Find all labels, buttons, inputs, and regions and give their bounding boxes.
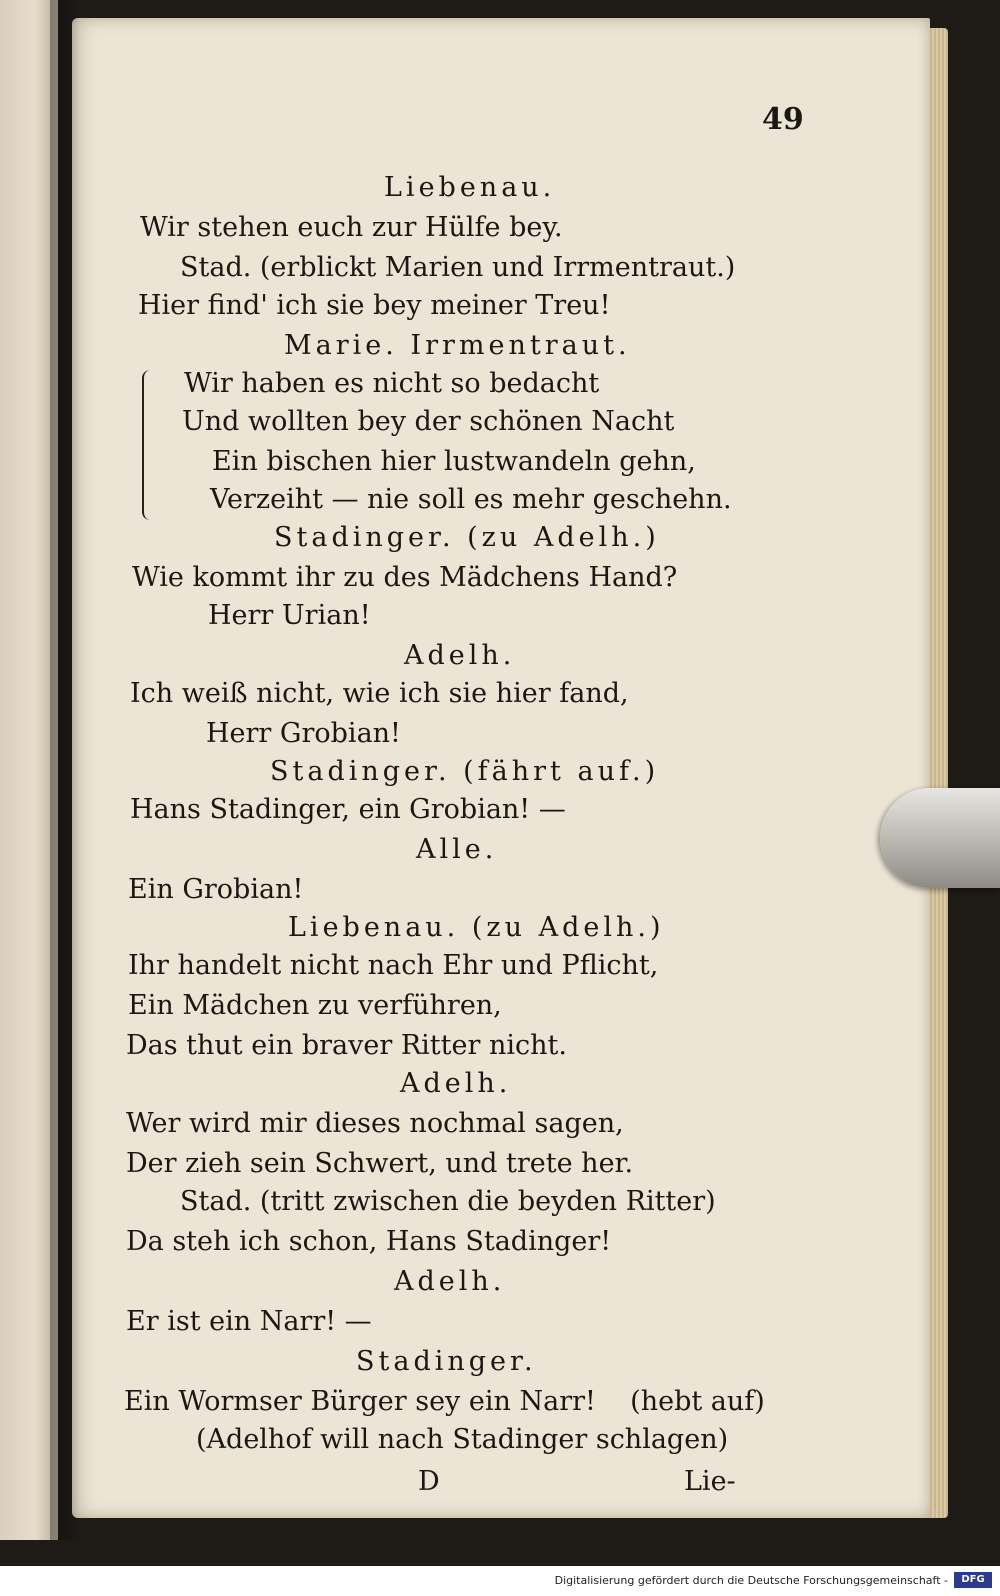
verse-line: Ich weiß nicht, wie ich sie hier fand,	[130, 678, 629, 709]
verse-line: Hier find' ich sie bey meiner Treu!	[138, 290, 611, 321]
speaker-marie-irrmentraut: Marie. Irrmentraut.	[284, 330, 631, 361]
speaker-stadinger: Stadinger. (fährt auf.)	[270, 756, 660, 787]
verse-line: Ein Grobian!	[128, 874, 304, 905]
verse-line: Herr Grobian!	[206, 718, 401, 749]
verse-line: Herr Urian!	[208, 600, 371, 631]
speaker-adelh: Adelh.	[404, 640, 516, 671]
catchword: Lie-	[684, 1466, 736, 1497]
speaker-stadinger: Stadinger. (zu Adelh.)	[274, 522, 660, 553]
verse-line: Wie kommt ihr zu des Mädchens Hand?	[132, 562, 678, 593]
verse-line: Wir stehen euch zur Hülfe bey.	[140, 212, 563, 243]
verse-line: Er ist ein Narr! —	[126, 1306, 372, 1337]
footer-credit: Digitalisierung gefördert durch die Deutsche Forschungsgemeinschaft -	[554, 1574, 948, 1587]
speaker-alle: Alle.	[416, 834, 498, 865]
verse-line: Wir haben es nicht so bedacht	[184, 368, 600, 399]
dfg-logo: DFG	[954, 1572, 992, 1588]
speaker-adelh: Adelh.	[394, 1266, 506, 1297]
speaker-liebenau: Liebenau. (zu Adelh.)	[288, 912, 665, 943]
brace-mark	[142, 370, 154, 520]
stage-direction: Stad. (erblickt Marien und Irrmentraut.)	[180, 252, 736, 283]
verse-line: Wer wird mir dieses nochmal sagen,	[126, 1108, 624, 1139]
page-number: 49	[762, 102, 804, 137]
signature-mark: D	[418, 1466, 440, 1497]
verse-line: Da steh ich schon, Hans Stadinger!	[126, 1226, 612, 1257]
speaker-stadinger: Stadinger.	[356, 1346, 537, 1377]
verse-line: Das thut ein braver Ritter nicht.	[126, 1030, 567, 1061]
stage-direction: Stad. (tritt zwischen die beyden Ritter)	[180, 1186, 716, 1217]
digitization-footer	[0, 1566, 1000, 1596]
verse-line: Ein Mädchen zu verführen,	[128, 990, 502, 1021]
speaker-liebenau: Liebenau.	[384, 172, 556, 203]
verse-line: Ein Wormser Bürger sey ein Narr! (hebt auf)	[124, 1386, 765, 1417]
verse-line: Hans Stadinger, ein Grobian! —	[130, 794, 566, 825]
verse-line: Und wollten bey der schönen Nacht	[182, 406, 675, 437]
speaker-adelh: Adelh.	[400, 1068, 512, 1099]
verse-line: Ein bischen hier lustwandeln gehn,	[212, 446, 696, 477]
stage-direction: (Adelhof will nach Stadinger schlagen)	[196, 1424, 729, 1455]
verse-line: Verzeiht — nie soll es mehr geschehn.	[210, 484, 732, 515]
verse-line: Der zieh sein Schwert, und trete her.	[126, 1148, 634, 1179]
verse-line: Ihr handelt nicht nach Ehr und Pflicht,	[128, 950, 659, 981]
